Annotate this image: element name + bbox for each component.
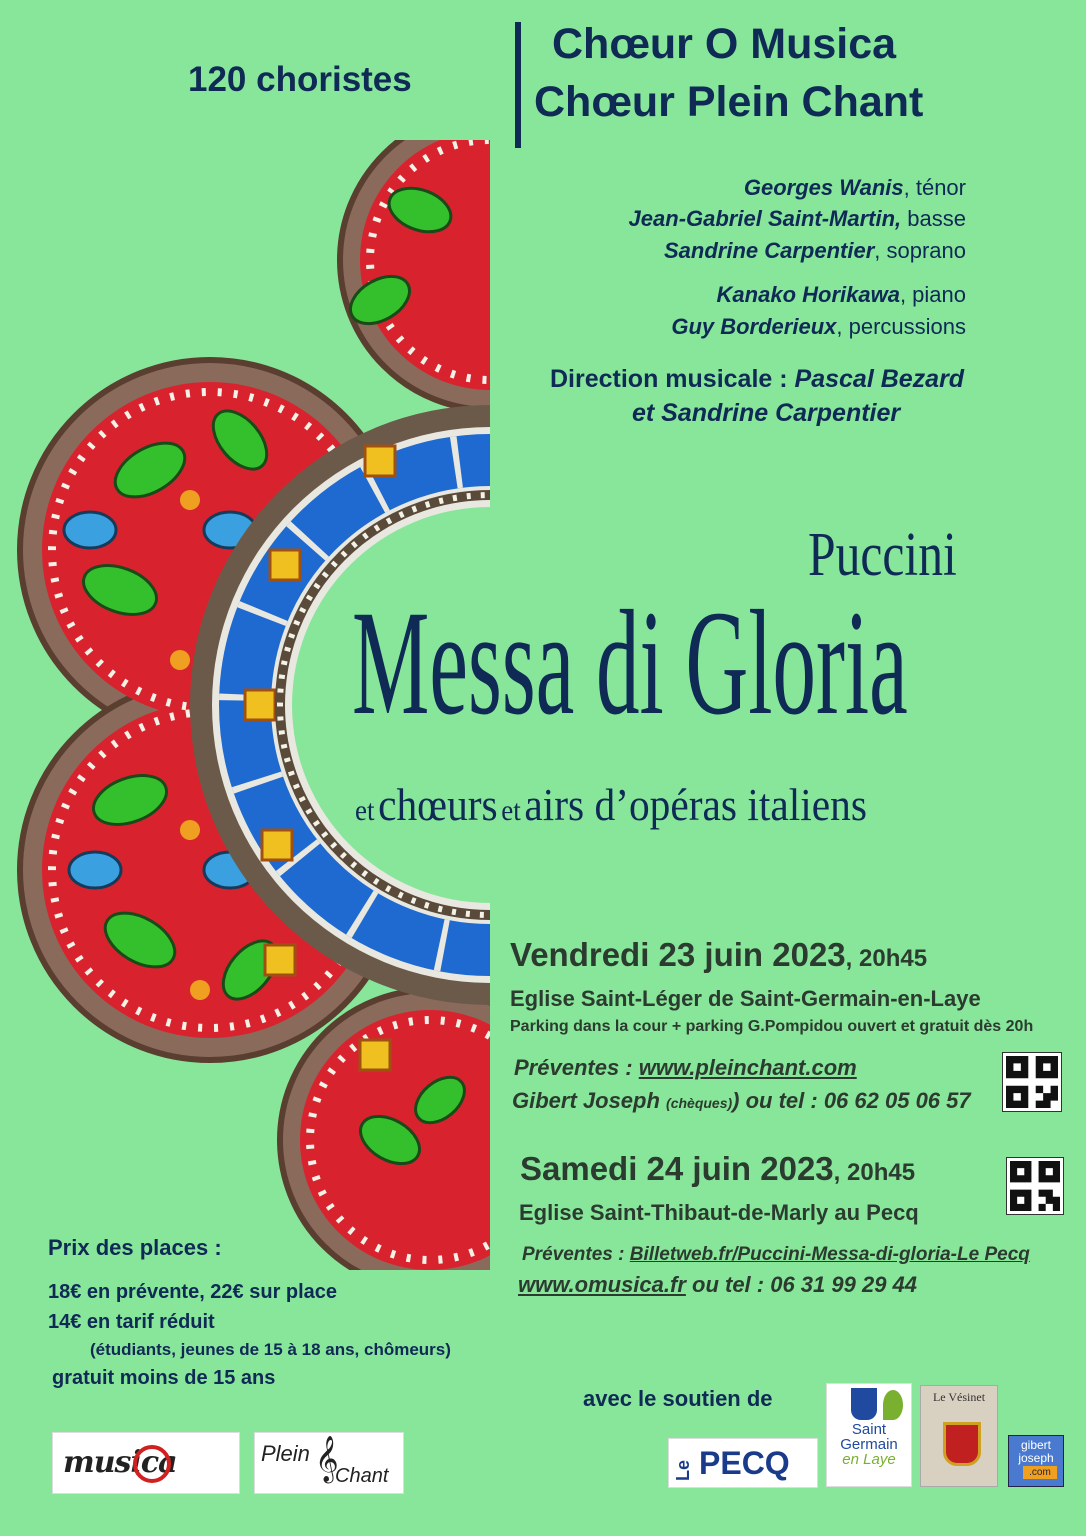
composer: Puccini	[808, 521, 957, 589]
le-pecq-logo-prefix: Le	[673, 1459, 693, 1481]
cast-line-2	[629, 206, 966, 232]
director-name-2: et Sandrine Carpentier	[632, 399, 901, 427]
saint-germain-word-2: Germain	[840, 1436, 898, 1453]
qr-code-icon[interactable]	[1006, 1157, 1064, 1215]
gibert-joseph-logo	[1008, 1435, 1064, 1487]
choir-name-2: Chœur Plein Chant	[534, 78, 924, 126]
cast-name: Jean-Gabriel Saint-Martin,	[628, 206, 902, 231]
plein-chant-logo-word-2: Chant	[335, 1465, 389, 1487]
saint-germain-shield-icon	[851, 1388, 877, 1420]
concert-1-date-line	[510, 936, 927, 974]
gibert-word-1: gibert	[1020, 1438, 1052, 1452]
le-pecq-logo	[668, 1438, 818, 1488]
leaf-icon	[883, 1390, 903, 1420]
concert-2-venue: Eglise Saint-Thibaut-de-Marly au Pecq	[519, 1200, 919, 1225]
gibert-word-3: .com	[1023, 1466, 1057, 1479]
concert-2-date-line	[520, 1150, 915, 1188]
coat-of-arms-icon	[943, 1422, 981, 1466]
program-subtitle	[355, 778, 924, 831]
le-vesinet-logo	[920, 1385, 998, 1487]
sponsors-label: avec le soutien de	[583, 1386, 773, 1411]
plein-chant-logo-word-1: Plein	[261, 1441, 310, 1466]
choristers-count: 120 choristes	[188, 60, 412, 99]
cast-line-3	[664, 238, 966, 264]
cast-name: Kanako Horikawa	[716, 282, 900, 307]
concert-1-venue: Eglise Saint-Léger de Saint-Germain-en-Laye	[510, 986, 981, 1011]
cast-role: , ténor	[903, 175, 966, 200]
cast-name: Georges Wanis	[743, 175, 904, 200]
subtitle-et: et	[501, 794, 521, 827]
cast-role: , soprano	[874, 238, 966, 263]
work-title: Messa di Gloria	[352, 580, 908, 746]
price-line-1: 18€ en prévente, 22€ sur place	[48, 1281, 338, 1303]
o-musica-logo-text: musica	[63, 1445, 177, 1480]
concert-2-date: Samedi 24 juin 2023	[520, 1150, 834, 1187]
treble-clef-icon: 𝄞	[315, 1437, 339, 1481]
price-line-2: 14€ en tarif réduit	[48, 1311, 215, 1333]
gibert-word-2: joseph	[1018, 1451, 1054, 1465]
cast-role: , percussions	[836, 314, 966, 339]
presale-link[interactable]: Billetweb.fr/Puccini-Messa-di-gloria-Le Pecq	[629, 1244, 1030, 1265]
concert-1-phone: ) ou tel : 06 62 05 06 57	[732, 1088, 971, 1113]
director-name-1: Pascal Bezard	[794, 365, 965, 393]
cast-name: Guy Borderieux	[671, 314, 837, 339]
cast-line-1	[744, 175, 966, 201]
price-line-4: gratuit moins de 15 ans	[52, 1367, 276, 1389]
qr-code-icon[interactable]	[1002, 1052, 1062, 1112]
cast-role: basse	[901, 206, 966, 231]
saint-germain-logo	[826, 1383, 912, 1487]
site-link[interactable]: www.omusica.fr	[518, 1272, 686, 1297]
o-musica-circle-icon	[133, 1445, 171, 1483]
plein-chant-logo	[254, 1432, 404, 1494]
presale-label: Préventes :	[514, 1055, 639, 1080]
prices-title: Prix des places :	[48, 1235, 222, 1260]
presale-label: Préventes :	[522, 1244, 630, 1265]
saint-germain-word-1: Saint	[851, 1421, 887, 1438]
subtitle-choeurs: chœurs	[378, 779, 498, 830]
cast-line-5	[671, 314, 966, 340]
price-line-3: (étudiants, jeunes de 15 à 18 ans, chômeurs)	[90, 1340, 451, 1359]
cast-line-4	[717, 282, 966, 308]
cast-name: Sandrine Carpentier	[663, 238, 875, 263]
subtitle-airs: airs d’opéras italiens	[524, 779, 867, 830]
o-musica-logo	[52, 1432, 240, 1494]
saint-germain-word-3: en Laye	[842, 1451, 896, 1468]
shop-name: Gibert Joseph	[512, 1088, 660, 1113]
concert-2-presale	[522, 1244, 1030, 1266]
cast-role: , piano	[899, 282, 966, 307]
presale-link[interactable]: www.pleinchant.com	[638, 1055, 857, 1080]
concert-1-time: , 20h45	[845, 945, 928, 972]
concert-2-time: , 20h45	[833, 1159, 916, 1186]
direction-label: Direction musicale :	[550, 365, 795, 393]
gibert-joseph-logo-text	[1009, 1439, 1063, 1479]
shop-note: (chèques)	[666, 1095, 733, 1111]
header-divider	[515, 22, 521, 148]
concert-1-shop-line	[512, 1088, 971, 1114]
concert-2-site-line	[518, 1272, 917, 1298]
concert-2-phone: ou tel : 06 31 99 29 44	[685, 1272, 918, 1297]
saint-germain-logo-text	[827, 1422, 911, 1467]
le-vesinet-logo-text: Le Vésinet	[932, 1390, 986, 1404]
subtitle-et: et	[355, 794, 375, 827]
concert-1-presale	[514, 1055, 857, 1081]
choir-name-1: Chœur O Musica	[552, 20, 897, 68]
le-pecq-logo-text: PECQ	[699, 1445, 790, 1481]
direction-line-1	[550, 365, 964, 394]
concert-1-date: Vendredi 23 juin 2023	[510, 936, 846, 973]
concert-1-parking: Parking dans la cour + parking G.Pompidou ouvert et gratuit dès 20h	[510, 1018, 1034, 1035]
